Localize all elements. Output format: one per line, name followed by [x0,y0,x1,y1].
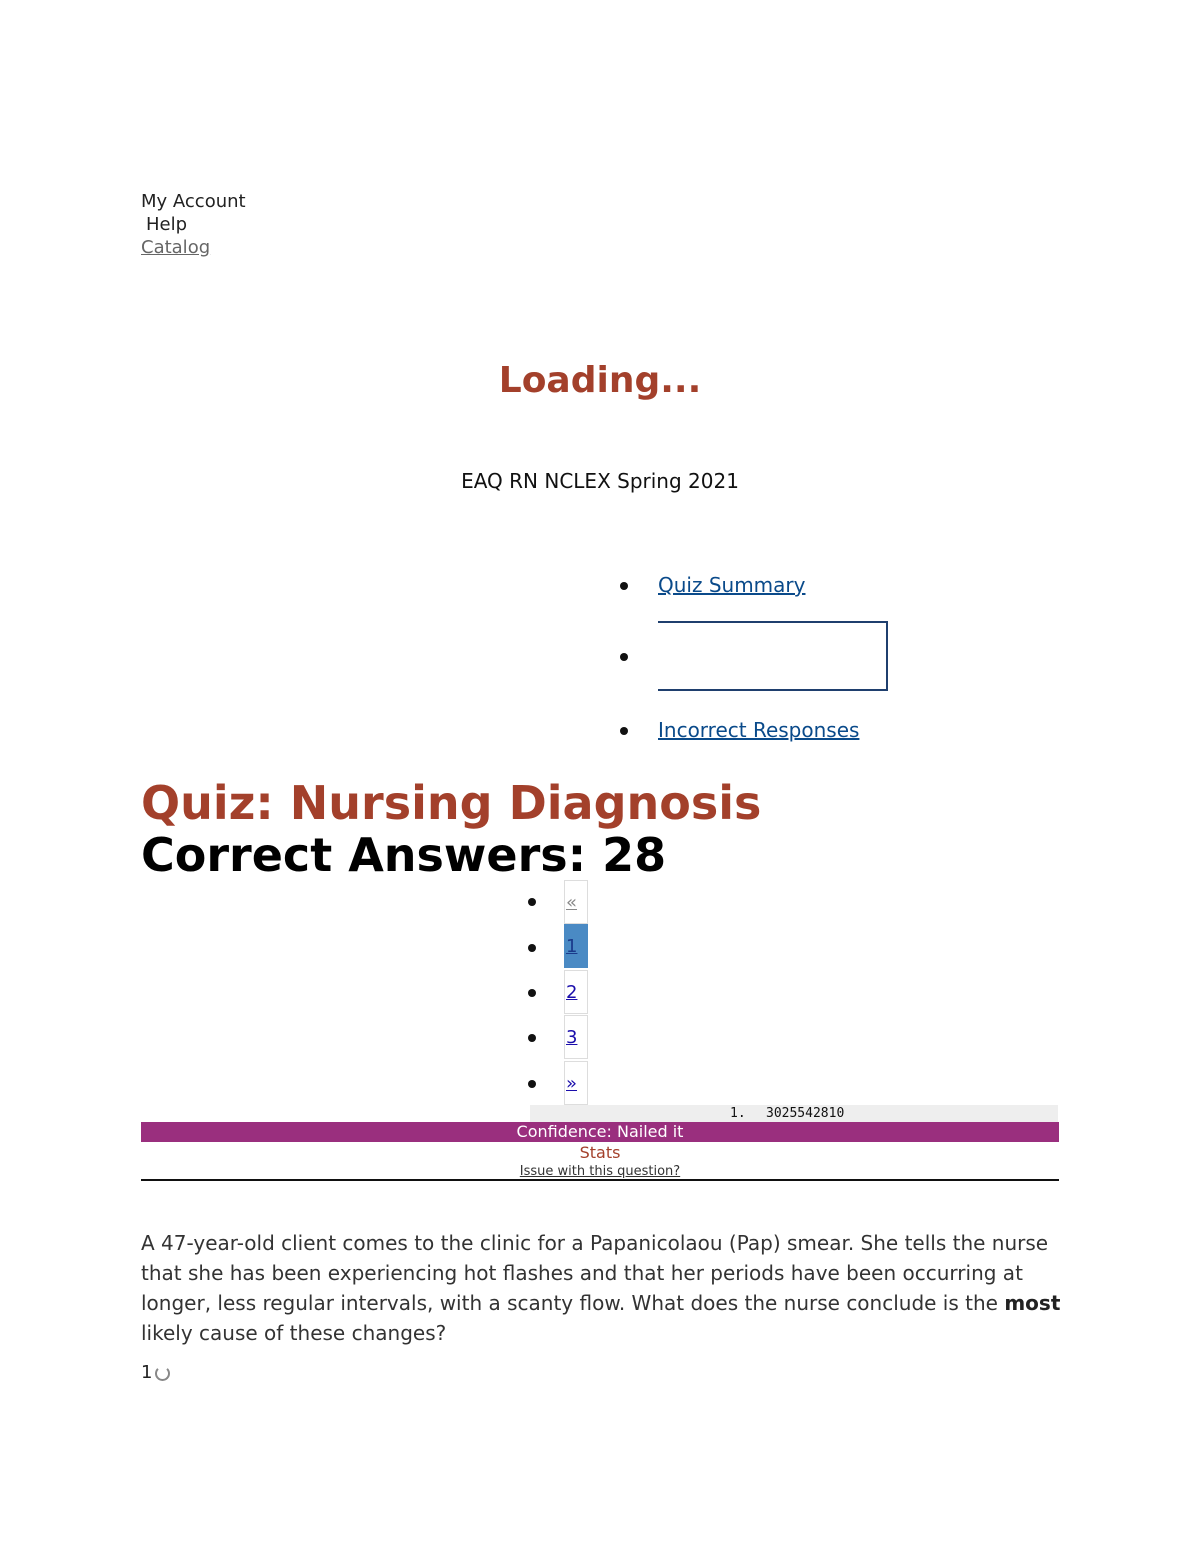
course-title: EAQ RN NCLEX Spring 2021 [461,469,739,493]
pagination-page-1[interactable]: 1 [564,924,588,968]
question-text-emphasis: most [1004,1291,1061,1315]
question-number: 1. [730,1106,746,1121]
bullet-icon [620,653,628,661]
option-number: 1 [141,1362,153,1383]
pagination-page-3[interactable]: 3 [564,1015,588,1059]
loading-spinner-icon [155,1366,170,1381]
incorrect-responses-link[interactable]: Incorrect Responses [658,718,860,742]
correct-answers: Correct Answers: 28 [141,828,667,882]
confidence-bar: Confidence: Nailed it [141,1122,1059,1142]
question-text [141,1228,1061,1348]
bullet-icon [620,727,628,735]
bullet-icon [528,944,536,952]
catalog-link[interactable]: Catalog [141,237,211,258]
quiz-summary-link[interactable]: Quiz Summary [658,573,806,597]
account-links [141,190,246,259]
pagination-next[interactable]: » [564,1061,588,1105]
pagination-prev[interactable]: « [564,880,588,924]
quiz-title: Quiz: Nursing Diagnosis [141,776,762,830]
my-account-link[interactable]: My Account [141,191,246,212]
answer-option-1[interactable] [141,1362,152,1383]
bullet-icon [528,898,536,906]
empty-tab-box[interactable] [658,621,888,691]
question-number-bar [530,1105,1058,1122]
question-text-start: A 47-year-old client comes to the clinic for a Papanicolaou (Pap) smear. She tells the nurse that she has been experiencing hot flashes and that her periods have been occurring at longer, less regular intervals, with a scanty flow. What does the nurse conclude is the [141,1231,1049,1315]
help-link[interactable]: Help [146,214,188,235]
question-text-end: likely cause of these changes? [141,1321,447,1345]
stats-link[interactable]: Stats [579,1143,621,1162]
bullet-icon [620,582,628,590]
loading-text: Loading... [498,360,702,401]
question-id: 3025542810 [766,1106,845,1121]
issue-link[interactable]: Issue with this question? [519,1164,681,1179]
divider [141,1179,1059,1181]
bullet-icon [528,989,536,997]
pagination-page-2[interactable]: 2 [564,970,588,1014]
bullet-icon [528,1080,536,1088]
bullet-icon [528,1034,536,1042]
